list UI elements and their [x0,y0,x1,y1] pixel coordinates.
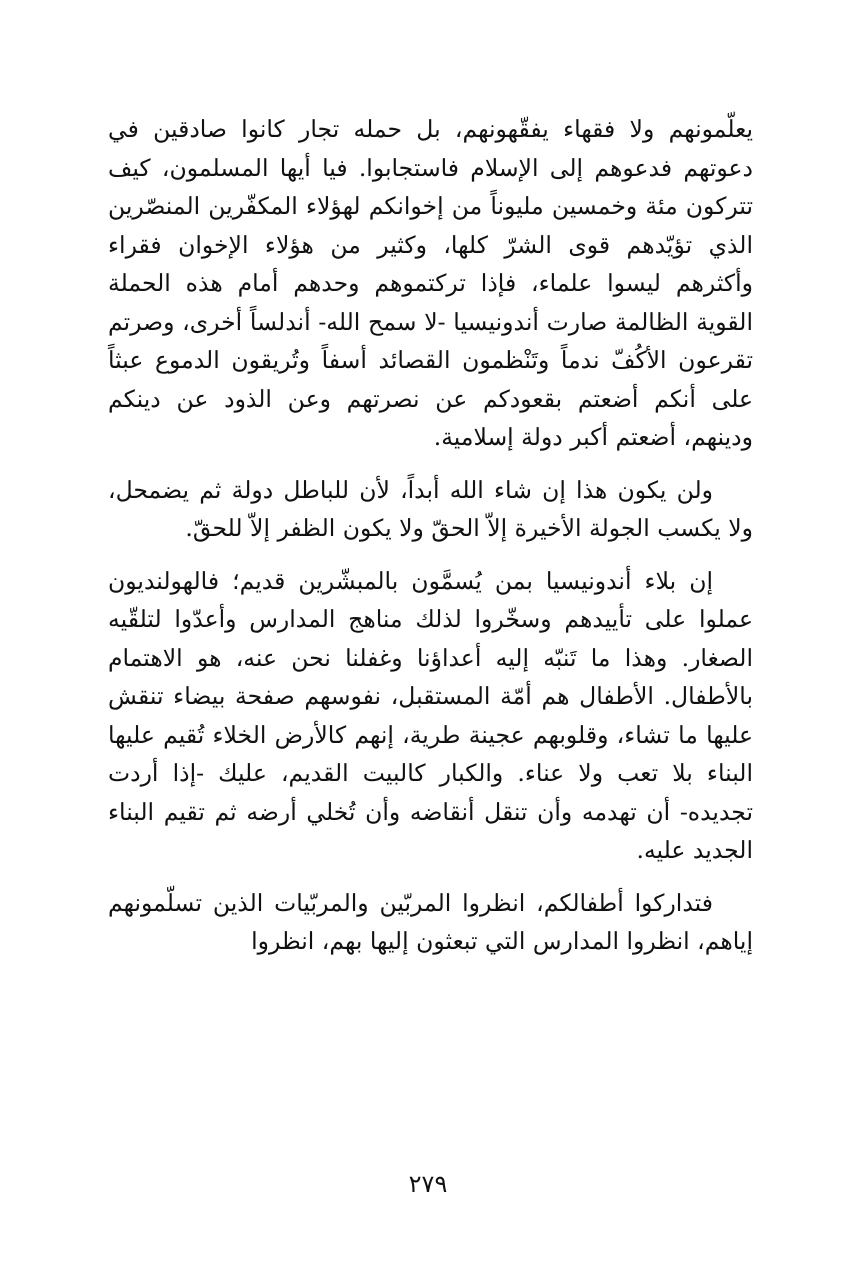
paragraph-continuation: يعلّمونهم ولا فقهاء يفقّهونهم، بل حمله تجار كانوا صادقين في دعوتهم فدعوهم إلى الإسلام فاستجابوا. فيا أيها المسلمون، كيف تتركون مئة وخمسين مليوناً من إخوانكم لهؤلاء المكفّرين المنصّرين الذي تؤيّدهم قوى الشرّ كلها، وكثير من هؤلاء الإخوان فقراء وأكثرهم ليسوا علماء، فإذا تركتموهم وحدهم أمام هذه الحملة القوية الظالمة صارت أندونيسيا -لا سمح الله- أندلساً أخرى، وصرتم تقرعون الأكُفّ ندماً وتَنْظمون القصائد أسفاً وتُريقون الدموع عبثاً على أنكم أضعتم بقعودكم عن نصرتهم وعن الذود عن دينكم ودينهم، أضعتم أكبر دولة إسلامية. [108,115,753,451]
paragraph-missionaries: إن بلاء أندونيسيا بمن يُسمَّون بالمبشّرين قديم؛ فالهولنديون عملوا على تأييدهم وسخّروا لذلك مناهج المدارس وأعدّوا لتلقّيه الصغار. وهذا ما تَنبّه إليه أعداؤنا وغفلنا نحن عنه، هو الاهتمام بالأطفال. الأطفال هم أمّة المستقبل، نفوسهم صفحة بيضاء تنقش عليها ما تشاء، وقلوبهم عجينة طرية، إنهم كالأرض الخلاء تُقيم عليها البناء بلا تعب ولا عناء. والكبار كالبيت القديم، عليك -إذا أردت تجديده- أن تهدمه وأن تنقل أنقاضه وأن تُخلي أرضه ثم تقيم البناء الجديد عليه. [108,566,753,864]
paragraph-falsehood-fades: ولن يكون هذا إن شاء الله أبداً، لأن للباطل دولة ثم يضمحل، ولا يكسب الجولة الأخيرة إلاّ الحقّ ولا يكون الظفر إلاّ للحقّ. [108,475,753,542]
body-text [108,110,753,975]
page-number: ٢٧٩ [408,1170,448,1198]
paragraph-children: فتداركوا أطفالكم، انظروا المربّين والمربّيات الذين تسلّمونهم إياهم، انظروا المدارس التي تبعثون إليها بهم، انظروا [108,888,753,955]
